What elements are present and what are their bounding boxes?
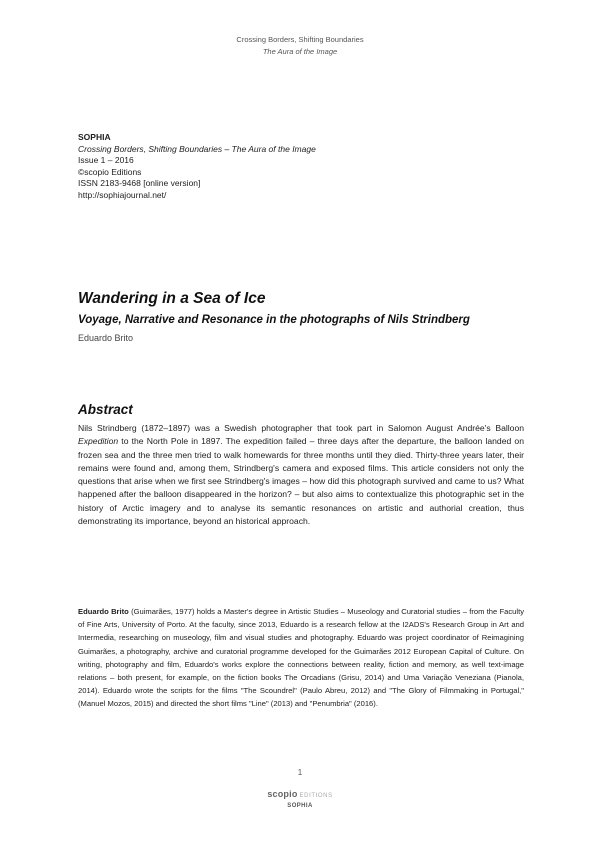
- article-author: Eduardo Brito: [78, 333, 134, 343]
- publisher-logo: [0, 789, 600, 802]
- article-subtitle: Voyage, Narrative and Resonance in the photographs of Nils Strindberg: [78, 314, 470, 326]
- running-header-title: Crossing Borders, Shifting Boundaries: [236, 35, 364, 44]
- abstract-text: [78, 422, 524, 528]
- journal-copyright: ©scopio Editions: [78, 166, 142, 177]
- bio-author-name: Eduardo Brito: [78, 607, 129, 616]
- running-header-subtitle: The Aura of the Image: [262, 47, 338, 56]
- journal-info: [78, 132, 478, 201]
- article-title: Wandering in a Sea of Ice: [78, 290, 266, 307]
- abstract-text-part-2: to the North Pole in 1897. The expedition failed – three days after the departure, the balloon landed on frozen sea and the three men tried to walk homewards for three months until they died. Thirty-three years later, their remains were found and, among them, Strindberg's camera and exposed films. This article considers not only the questions that arise when we first see Strindberg's images – how did this photograph survived and came to us? What happened after the balloon disappeared in the horizon? – but also aims to contextualize this photographic set in the history of Arctic imagery and to analyse its semantic resonances on artistic and authorial creation, thus demonstrating its importance, beyond an historical approach.: [78, 436, 524, 527]
- bio-text: (Guimarães, 1977) holds a Master's degree in Artistic Studies – Museology and Curatorial studies – from the Faculty of Fine Arts, University of Porto. At the faculty, since 2013, Eduardo is a research fellow at the I2ADS's Research Group in Art and Intermedia, researching on museology, film and visual studies and photography. Eduardo was project coordinator of Reimagining Guimarães, a photography, archive and curatorial programme developed for the Guimarães 2012 European Capital of Culture. On writing, photography and film, Eduardo's works explore the connections between reality, fiction and memory, as well text-image relations – both present, for example, on the fiction books The Orcadians (Grisu, 2014) and Uma Variação Veneziana (Pianola, 2014). Eduardo wrote the scripts for the films "The Scoundrel" (Paulo Abreu, 2012) and "The Glory of Filmmaking in Portugal," (Manuel Mozos, 2015) and directed the short films "Line" (2013) and "Penumbria" (2016).: [78, 607, 525, 709]
- abstract-text-part-1: Nils Strindberg (1872–1897) was a Swedish photographer that took part in Salomon August Andrée's Balloon: [78, 423, 524, 433]
- journal-name: SOPHIA: [78, 132, 111, 142]
- publisher-logo-mark: scopio: [267, 789, 298, 799]
- page-number: 1: [297, 768, 303, 777]
- journal-url[interactable]: http://sophiajournal.net/: [78, 189, 167, 200]
- publisher-journal-label: SOPHIA: [287, 803, 313, 809]
- running-header: [0, 34, 600, 58]
- article-header: [78, 289, 538, 343]
- author-bio: [78, 605, 524, 711]
- abstract-heading: Abstract: [78, 402, 133, 417]
- journal-issn: ISSN 2183-9468 [online version]: [78, 178, 201, 188]
- publisher-logo-editions: EDITIONS: [299, 793, 333, 799]
- journal-issue-title: Crossing Borders, Shifting Boundaries – The Aura of the Image: [78, 143, 316, 154]
- abstract-text-italic: Expedition: [78, 436, 119, 447]
- journal-issue: Issue 1 – 2016: [78, 155, 134, 165]
